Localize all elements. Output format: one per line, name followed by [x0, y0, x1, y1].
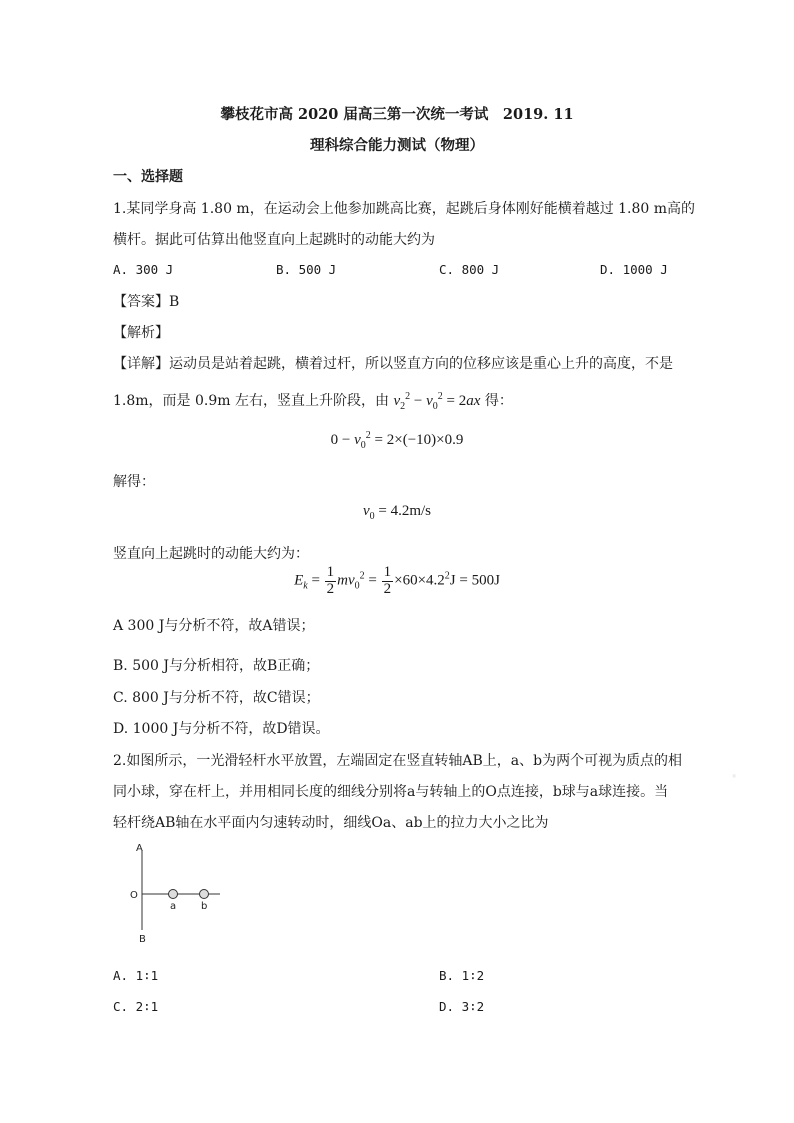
exam-title: 攀枝花市高 2020 届高三第一次统一考试 2019. 11 [220, 106, 574, 123]
q1-stem-line-1: 1.某同学身高 1.80 m，在运动会上他参加跳高比赛，起跳后身体刚好能横着越过 1.80 m高的 [113, 201, 696, 217]
q1-stem-line-2: 横杆。据此可估算出他竖直向上起跳时的动能大约为 [113, 232, 435, 248]
ball-a [169, 890, 178, 899]
q2-stem-line-3: 轻杆绕AB轴在水平面内匀速转动时，细线Oa、ab上的拉力大小之比为 [113, 815, 549, 831]
q1-equation-2: $v_0 = 4.2m/s$ [362, 503, 432, 522]
q2-stem-line-1: 2.如图所示，一光滑轻杆水平放置，左端固定在竖直转轴AB上，a、b为两个可视为质点的相 [113, 753, 683, 769]
q2-stem-line-2: 同小球，穿在杆上，并用相同长度的细线分别将a与转轴上的O点连接，b球与a球连接。当 [113, 784, 669, 800]
exam-subtitle: 理科综合能力测试（物理） [310, 137, 484, 154]
q2-option-b: B. 1∶2 [439, 968, 485, 983]
ball-b [200, 890, 209, 899]
q2-option-d: D. 3∶2 [439, 999, 485, 1014]
q1-detail-line-1: 【详解】运动员是站着起跳，横着过杆，所以竖直方向的位移应该是重心上升的高度，不是 [113, 356, 673, 372]
label-a: a [170, 901, 177, 912]
q1-analysis-label: 【解析】 [113, 325, 169, 341]
section-heading: 一、选择题 [113, 169, 183, 185]
label-b: b [201, 901, 208, 912]
q1-option-c: C. 800 J [439, 262, 500, 277]
q1-kinematics-equation: $v_2^2 - v_0^2 = 2ax$ [393, 391, 481, 412]
watermark: · [730, 762, 739, 792]
q1-option-b: B. 500 J [276, 262, 337, 277]
rotating-rod-diagram [120, 838, 240, 948]
q1-equation-3: $E_k$ = $\frac{1}{2}$ $mv_0^2$ = $\frac{1}{2}$ $\times 60\times 4.2^2J = 500J$ [294, 564, 500, 597]
q1-answer: 【答案】B [113, 294, 180, 310]
q1-conclusion-c: C. 800 J与分析不符，故C错误； [113, 690, 320, 706]
label-B: B [139, 934, 146, 945]
q1-conclusion-b: B. 500 J与分析相符，故B正确； [113, 658, 320, 674]
q1-conclusion-a: A 300 J与分析不符，故A错误； [113, 618, 315, 634]
q1-ke-label: 竖直向上起跳时的动能大约为： [113, 546, 309, 562]
q2-option-c: C. 2∶1 [113, 999, 159, 1014]
q1-detail-line-2 [113, 390, 513, 412]
q2-option-a: A. 1∶1 [113, 968, 159, 983]
label-O: O [130, 890, 138, 901]
q1-option-d: D. 1000 J [600, 262, 668, 277]
label-A: A [136, 843, 143, 854]
q1-detail-line-2-tail: 得： [484, 393, 513, 409]
q1-option-a: A. 300 J [113, 262, 174, 277]
q1-conclusion-d: D. 1000 J与分析不符，故D错误。 [113, 721, 330, 737]
q1-equation-1: $0 - v_0^2 = 2\times(-10)\times 0.9$ [330, 430, 464, 451]
q1-solve-label: 解得： [113, 474, 155, 490]
q1-detail-line-2-text: 1.8m，而是 0.9m 左右，竖直上升阶段，由 [113, 393, 389, 409]
